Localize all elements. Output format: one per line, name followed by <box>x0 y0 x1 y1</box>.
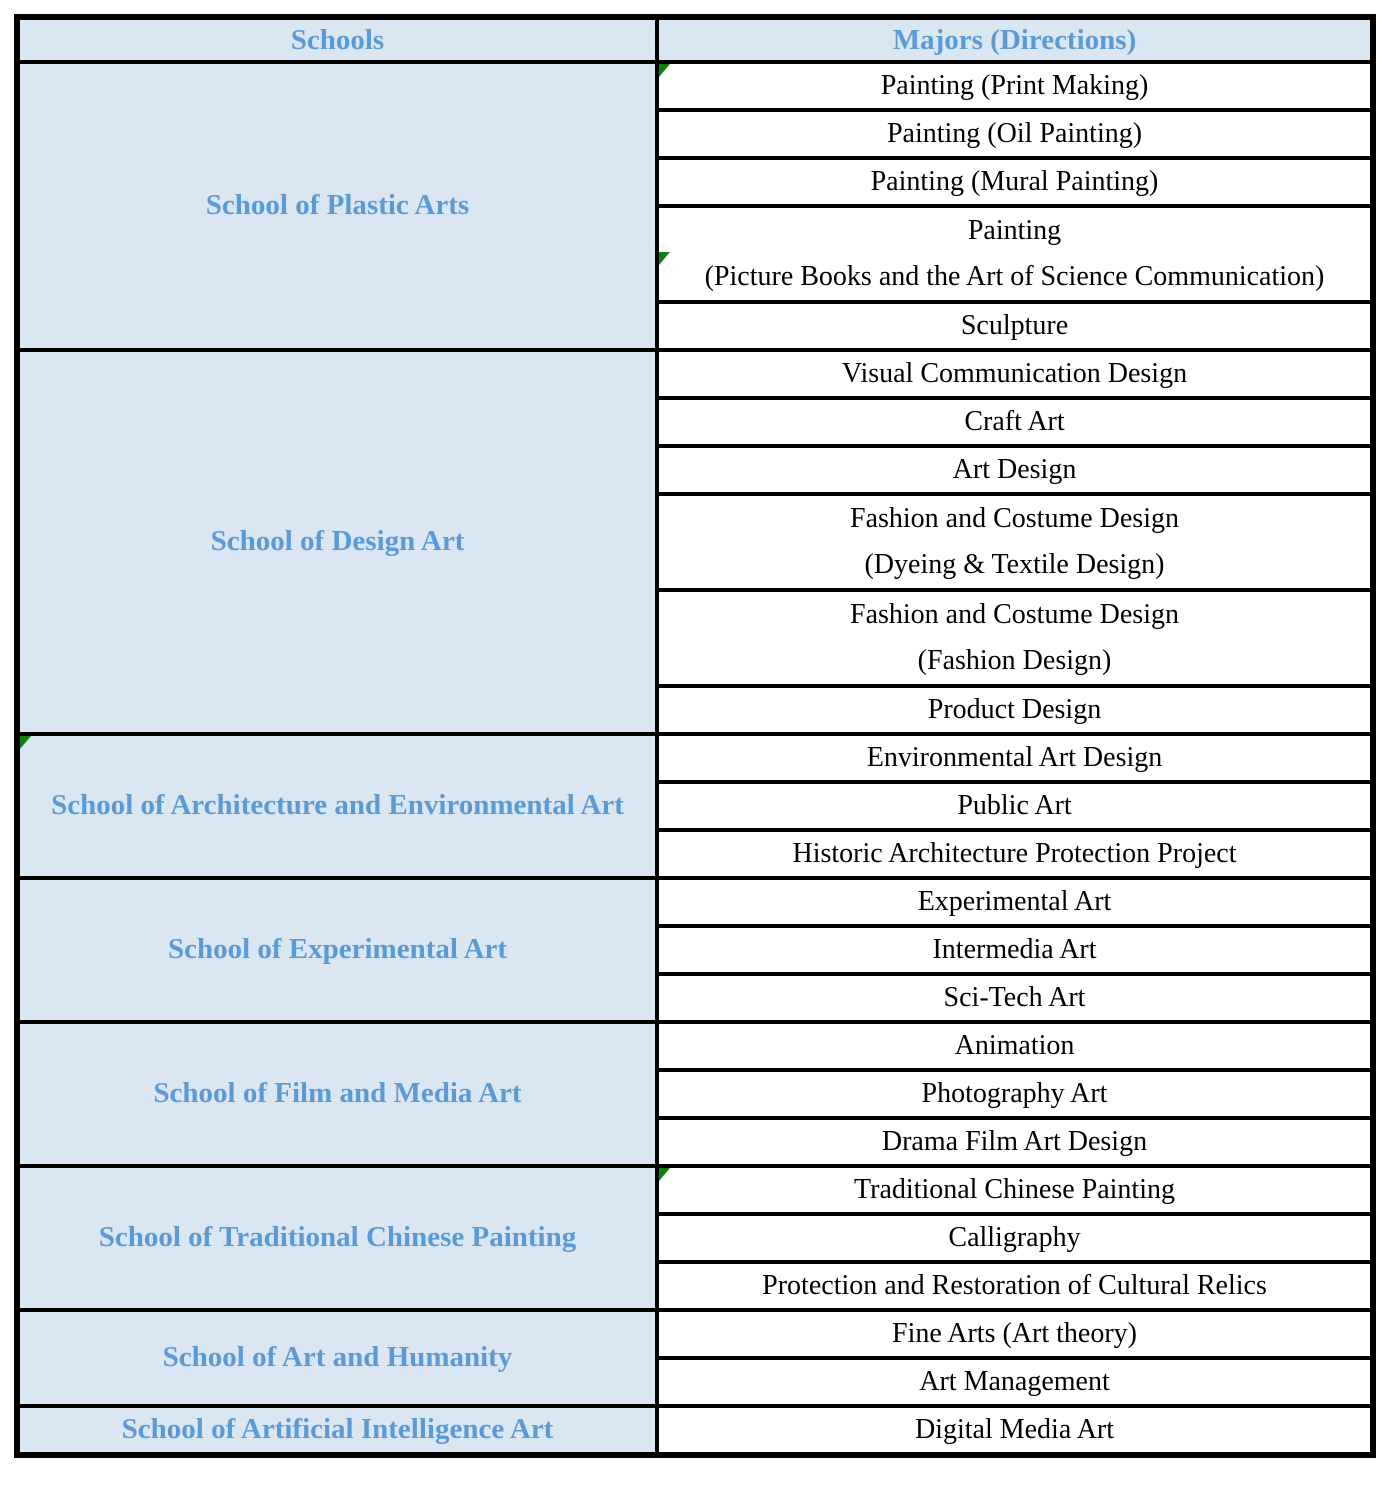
major-cell <box>657 878 1373 926</box>
major-label: Drama Film Art Design <box>881 1126 1148 1157</box>
major-label: Public Art <box>957 790 1072 821</box>
table-row <box>17 62 1373 110</box>
major-label: Fine Arts (Art theory) <box>892 1318 1137 1349</box>
major-label-line1: Painting <box>967 215 1062 246</box>
major-label: Environmental Art Design <box>866 742 1163 773</box>
error-flag-icon <box>659 252 670 265</box>
error-flag-icon <box>659 64 670 77</box>
major-cell <box>657 686 1373 734</box>
major-cell <box>657 1310 1373 1358</box>
major-cell <box>657 1070 1373 1118</box>
major-label: Intermedia Art <box>932 934 1097 965</box>
table-row <box>17 1310 1373 1358</box>
school-cell-traditional-chinese-painting: School of Traditional Chinese Painting <box>17 1166 657 1310</box>
school-cell-experimental-art: School of Experimental Art <box>17 878 657 1022</box>
major-cell <box>657 302 1373 350</box>
major-cell <box>657 734 1373 782</box>
major-cell <box>657 974 1373 1022</box>
major-cell <box>657 350 1373 398</box>
school-cell-film-media: School of Film and Media Art <box>17 1022 657 1166</box>
major-label: Experimental Art <box>917 886 1112 917</box>
major-cell <box>657 1166 1373 1214</box>
major-cell <box>657 1262 1373 1310</box>
school-label: School of Architecture and Environmental Art <box>51 789 624 822</box>
major-cell <box>657 1118 1373 1166</box>
schools-column-header: Schools <box>17 17 657 62</box>
table-row <box>17 1022 1373 1070</box>
major-cell <box>657 830 1373 878</box>
major-cell <box>657 782 1373 830</box>
major-cell <box>657 110 1373 158</box>
error-flag-icon <box>20 736 31 749</box>
school-cell-plastic-arts: School of Plastic Arts <box>17 62 657 350</box>
table-row <box>17 1406 1373 1455</box>
major-cell <box>657 926 1373 974</box>
error-flag-icon <box>659 1168 670 1181</box>
major-label: Art Management <box>919 1366 1110 1397</box>
major-label: Art Design <box>952 454 1077 485</box>
major-label-line2: (Dyeing & Textile Design) <box>864 549 1165 580</box>
school-cell-ai-art: School of Artificial Intelligence Art <box>17 1406 657 1455</box>
major-cell <box>657 206 1373 302</box>
major-label-line1: Fashion and Costume Design <box>850 599 1179 630</box>
major-label: Sci-Tech Art <box>943 982 1086 1013</box>
majors-column-header: Majors (Directions) <box>657 17 1373 62</box>
major-label: Painting (Print Making) <box>880 70 1149 101</box>
school-cell-architecture <box>17 734 657 878</box>
major-label: Craft Art <box>964 406 1065 437</box>
major-cell <box>657 1406 1373 1455</box>
major-cell <box>657 446 1373 494</box>
major-label: Calligraphy <box>948 1222 1081 1253</box>
table-row <box>17 878 1373 926</box>
major-label-line1: Fashion and Costume Design <box>850 503 1179 534</box>
header-row <box>17 17 1373 62</box>
major-label: Historic Architecture Protection Project <box>792 838 1237 869</box>
table-row <box>17 734 1373 782</box>
major-label: Painting (Oil Painting) <box>886 118 1143 149</box>
major-cell <box>657 494 1373 590</box>
major-cell <box>657 158 1373 206</box>
major-label: Digital Media Art <box>914 1414 1115 1445</box>
schools-majors-table <box>14 14 1376 1458</box>
major-label: Photography Art <box>921 1078 1108 1109</box>
major-label-line2: (Fashion Design) <box>917 645 1112 676</box>
major-cell <box>657 1022 1373 1070</box>
major-label: Sculpture <box>960 310 1069 341</box>
school-cell-art-humanity: School of Art and Humanity <box>17 1310 657 1406</box>
major-label: Product Design <box>927 694 1102 725</box>
major-cell <box>657 1214 1373 1262</box>
major-label-line2: (Picture Books and the Art of Science Communication) <box>704 261 1325 292</box>
major-label: Animation <box>954 1030 1075 1061</box>
table-row <box>17 350 1373 398</box>
table-row <box>17 1166 1373 1214</box>
major-label: Protection and Restoration of Cultural Relics <box>762 1270 1267 1301</box>
major-cell <box>657 590 1373 686</box>
major-label: Visual Communication Design <box>841 358 1188 389</box>
major-cell <box>657 398 1373 446</box>
school-cell-design-art: School of Design Art <box>17 350 657 734</box>
major-label: Painting (Mural Painting) <box>870 166 1159 197</box>
major-cell <box>657 1358 1373 1406</box>
major-cell <box>657 62 1373 110</box>
major-label: Traditional Chinese Painting <box>854 1174 1175 1205</box>
